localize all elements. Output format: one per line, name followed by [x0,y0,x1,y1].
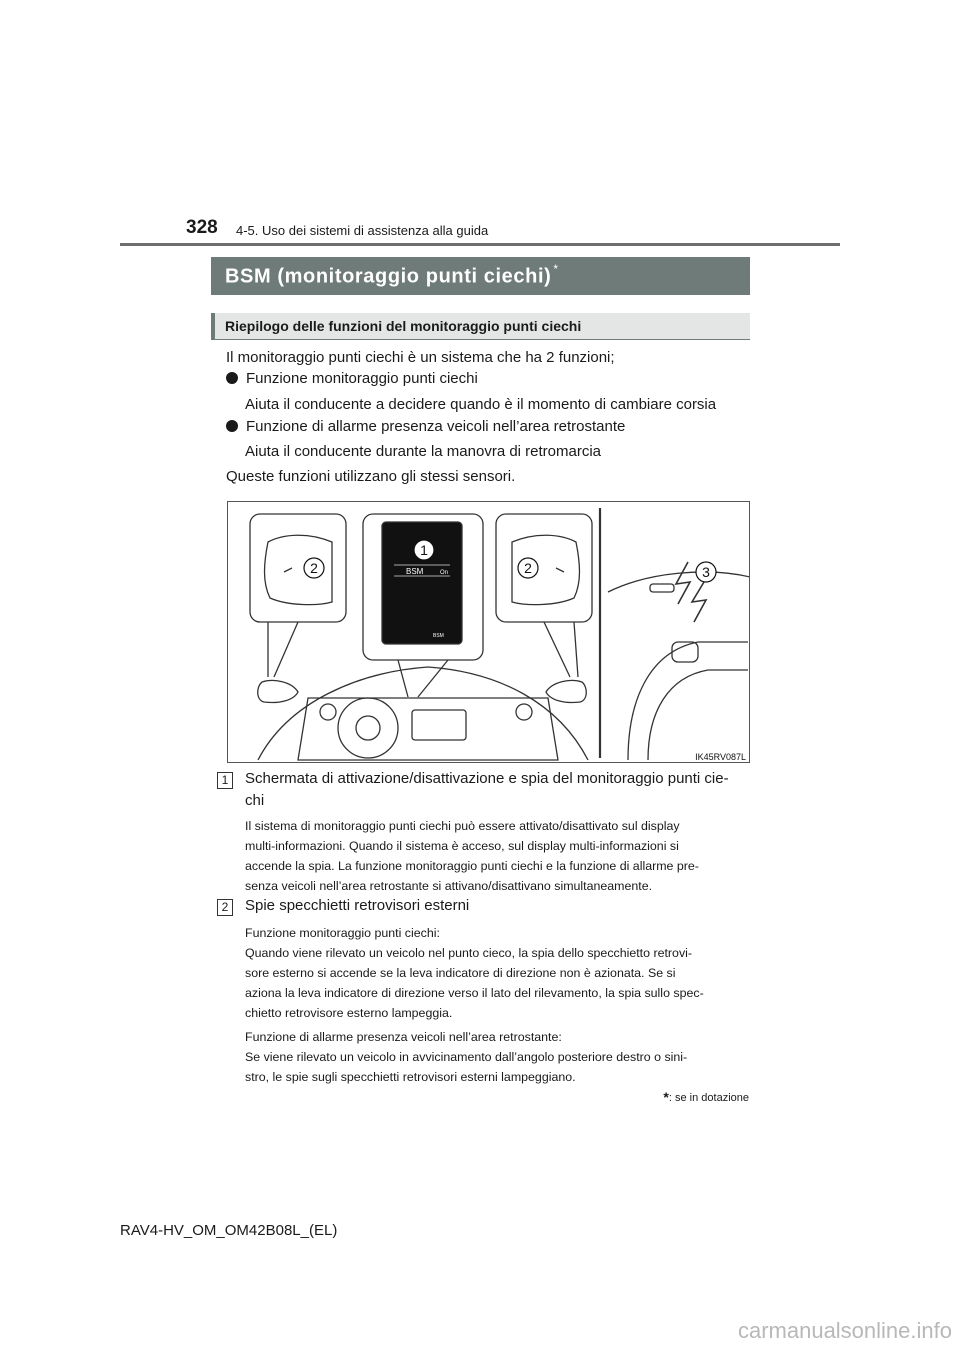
function-description: Aiuta il conducente durante la manovra di retromarcia [245,443,602,460]
bullet-dot-icon [226,372,238,384]
paragraph-line: multi-informazioni. Quando il sistema è acceso, sul display multi-informazioni si [245,839,679,853]
item-title [245,768,750,812]
subtitle-accent [211,313,215,339]
left-side-mirror [258,680,298,702]
paragraph-line: Funzione monitoraggio punti ciechi: [245,926,440,940]
subtitle-text: Riepilogo delle funzioni del monitoraggio punti ciechi [225,318,582,334]
footnote [663,1088,749,1104]
header-rule [120,243,840,246]
dashboard-panel [298,698,558,760]
sensors-note: Queste funzioni utilizzano gli stessi sensori. [226,468,516,485]
section-header: 4-5. Uso dei sistemi di assistenza alla guida [236,223,489,238]
paragraph-line: stro, le spie sugli specchietti retrovisori esterni lampeggiano. [245,1070,576,1084]
headrest [672,642,698,662]
paragraph-line: sore esterno si accende se la leva indicatore di direzione non è azionata. Se si [245,966,676,980]
display-status: On [440,570,449,576]
intro-text: Il monitoraggio punti ciechi è un sistema che ha 2 funzioni; [226,349,615,366]
paragraph-line: Se viene rilevato un veicolo in avvicinamento dall’angolo posteriore destro o sini- [245,1050,688,1064]
title-bar [211,257,750,295]
function-bullet [226,418,625,435]
callout-3: 3 [702,564,710,580]
center-console-screen [412,710,466,740]
watermark: carmanualsonline.info [737,1318,952,1343]
warning-lightning-icon [676,562,690,604]
function-name: Funzione di allarme presenza veicoli nell’area retrostante [246,418,626,435]
callout-1: 1 [420,542,428,558]
page-title-text: BSM (monitoraggio punti ciechi) [225,265,552,288]
paragraph-line: accende la spia. La funzione monitoraggio punti ciechi e la funzione di allarme pre- [245,859,699,873]
item-title-line: chi [245,792,265,809]
item-number: 2 [217,899,233,916]
roof-line [608,572,750,592]
item-paragraph [245,816,750,896]
page-title [225,264,559,289]
bullet-dot-icon [226,420,238,432]
display-bsm-label: BSM [406,567,424,576]
left-mirror-indicator [284,568,292,572]
paragraph-line: senza veicoli nell’area retrostante si attivano/disattivano simultaneamente. [245,879,653,893]
callout-2-left: 2 [310,560,318,576]
display-footer-bsm: BSM [433,633,444,639]
left-pointer [268,622,298,677]
item-title-line: Spie specchietti retrovisori esterni [245,897,470,914]
rear-light [650,584,674,592]
optional-marker: * [553,262,559,276]
right-side-mirror [546,680,586,702]
right-pointer [544,622,578,677]
right-mirror-indicator [556,568,564,572]
page-number: 328 [186,217,218,238]
rear-seat-outline [628,642,748,760]
function-bullet [226,370,478,387]
paragraph-line: chietto retrovisore esterno lampeggia. [245,1006,453,1020]
footnote-text: : se in dotazione [668,1092,749,1104]
item-title [245,895,750,917]
dashboard-illustration [228,502,750,763]
item-number: 1 [217,772,233,789]
function-name: Funzione monitoraggio punti ciechi [246,370,478,387]
footnote-star: * [663,1089,669,1105]
callout-2-right: 2 [524,560,532,576]
document-code: RAV4-HV_OM_OM42B08L_(EL) [120,1222,338,1239]
function-description: Aiuta il conducente a decidere quando è il momento di cambiare corsia [245,396,717,413]
steering-wheel [338,698,398,758]
item-paragraph [245,1027,750,1087]
right-mirror-callout [496,514,592,622]
paragraph-line: Il sistema di monitoraggio punti ciechi può essere attivato/disattivato sul display [245,819,680,833]
figure-code: IK45RV087L [695,752,746,762]
subtitle-bar [211,313,750,340]
paragraph-line: Quando viene rilevato un veicolo nel punto cieco, la spia dello specchietto retrovi- [245,946,693,960]
paragraph-line: Funzione di allarme presenza veicoli nell’area retrostante: [245,1030,562,1044]
illustration-figure [227,501,750,763]
center-pointer [398,660,448,697]
item-paragraph [245,923,750,1023]
windshield-line [258,667,588,760]
item-title-line: Schermata di attivazione/disattivazione e spia del monitoraggio punti cie- [245,770,729,787]
paragraph-line: aziona la leva indicatore di direzione verso il lato del rilevamento, la spia sullo spec- [245,986,704,1000]
